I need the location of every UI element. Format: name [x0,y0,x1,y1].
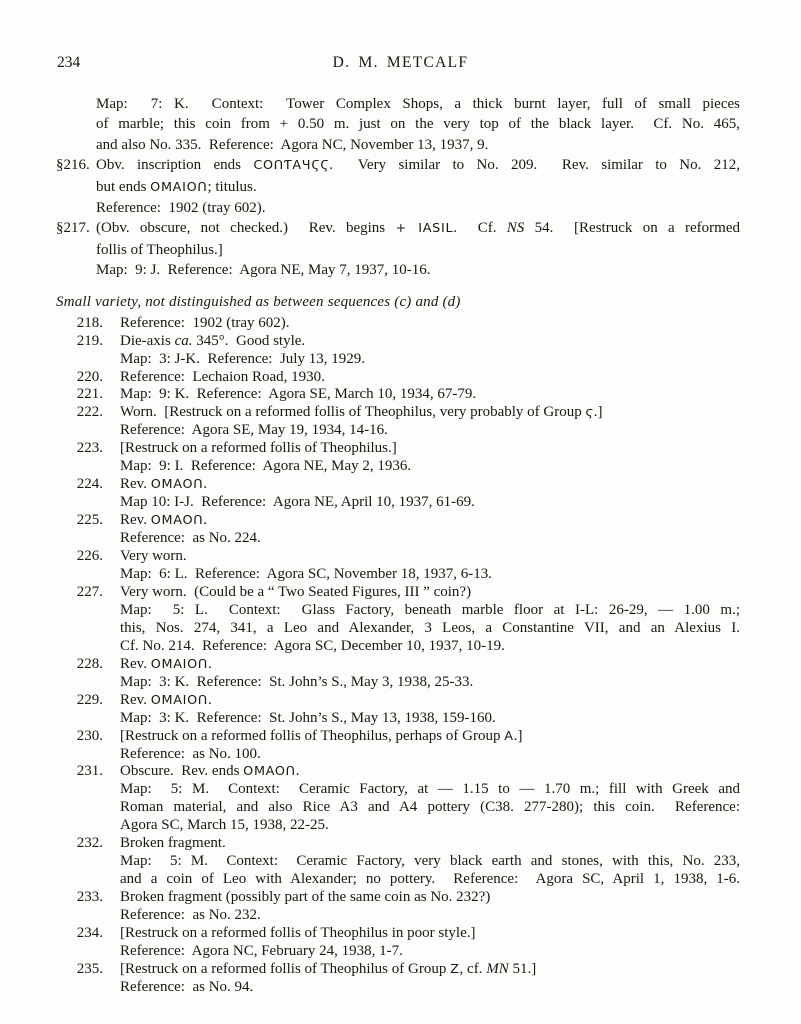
entry-line: Reference: as No. 232. [120,907,261,924]
entry-line: Map: 9: I. Reference: Agora NE, May 2, 1936. [120,458,412,475]
entry [56,889,740,925]
entry [56,333,740,369]
entry [56,763,740,835]
entry-line: and also No. 335. Reference: Agora NC, November 13, 1937, 9. [96,136,489,153]
coin-inscription: ϛ [585,405,594,421]
entry-body [120,656,740,692]
coin-inscription: OMAOՈ [150,477,204,493]
entry-number: 222. [76,404,103,421]
entry-number: §217. [56,220,90,237]
entry-body [120,548,740,584]
subsection-heading: Small variety, not distinguished as between sequences (c) and (d) [56,293,461,310]
entry-number: 219. [76,332,103,349]
entry [56,155,740,218]
entry [56,404,740,440]
entry-body [120,728,740,764]
entry-number: 230. [76,727,103,744]
entry-body [120,404,740,440]
entry-body [120,835,740,889]
entry-line: Reference: 1902 (tray 602). [96,200,266,217]
entry [56,440,740,476]
entry-number: 225. [76,512,103,529]
entry [56,218,740,280]
entry-number: 227. [76,583,103,600]
entry-number: 229. [76,691,103,708]
entry-number: 218. [76,314,103,331]
entry [56,386,740,404]
entry-line: Very worn. [120,548,187,565]
running-head: D. M. METCALF [332,54,469,71]
coin-inscription: OMAIOՈ [150,179,208,195]
entry-body [120,692,740,728]
entry-number: 221. [76,386,103,403]
entry-body [120,961,740,997]
entry-line: Cf. No. 214. Reference: Agora SC, December 10, 1937, 10-19. [120,637,505,654]
entry-line: (Obv. obscure, not checked.) Rev. begins + IASIL. Cf. NS 54. [Restruck on a reformed [96,220,740,237]
entry-line: Map: 3: J-K. Reference: July 13, 1929. [120,350,365,367]
entry-line: Broken fragment. [120,835,226,852]
entry [56,961,740,997]
entry [56,692,740,728]
entry [56,512,740,548]
entry-line: Map: 9: J. Reference: Agora NE, May 7, 1937, 10-16. [96,262,431,279]
entry-number: 234. [76,925,103,942]
entry-line: this, Nos. 274, 341, a Leo and Alexander, 3 Leos, a Constantine VII, and an Alexius I. [120,619,740,636]
entry [56,925,740,961]
entry-line: Reference: as No. 224. [120,530,261,547]
entry-line: Reference: Agora NC, February 24, 1938, 1-7. [120,943,403,960]
entry-line: Map: 5: M. Context: Ceramic Factory, at — 1.15 to — 1.70 m.; fill with Greek and [120,781,740,798]
entry [56,835,740,889]
entry-number: §216. [56,157,90,174]
entry-number: 223. [76,440,103,457]
entry-line: [Restruck on a reformed follis of Theophilus of Group Z, cf. MN 51.] [120,960,537,977]
entry-line: Broken fragment (possibly part of the same coin as No. 232?) [120,889,491,906]
entry-line: but ends OMAIOՈ; titulus. [96,178,257,195]
entry-line: Rev. OMAOՈ. [120,512,208,529]
entry-line: Agora SC, March 15, 1938, 22-25. [120,817,329,834]
entry-line: Rev. OMAOՈ. [120,476,208,493]
coin-inscription: OMAIOՈ [150,656,208,672]
entry-body [120,584,740,656]
coin-inscription: A [504,728,514,744]
entry-line: Rev. OMAIOՈ. [120,691,212,708]
entry-number: 226. [76,548,103,565]
entry-body [120,440,740,476]
entry [56,584,740,656]
entry-body [120,315,740,333]
entry-body [120,333,740,369]
entry-line: Worn. [Restruck on a reformed follis of Theophilus, very probably of Group ϛ.] [120,404,603,421]
coin-inscription: Z [450,961,460,977]
entry-line: Map 10: I-J. Reference: Agora NE, April 10, 1937, 61-69. [120,494,475,511]
entry-line: Reference: Agora SE, May 19, 1934, 14-16. [120,422,388,439]
entry-line: Reference: Lechaion Road, 1930. [120,368,325,385]
entry-line: and a coin of Leo with Alexander; no pottery. Reference: Agora SC, April 1, 1938, 1-6. [120,871,740,888]
entry-line: [Restruck on a reformed follis of Theophilus, perhaps of Group A.] [120,727,523,744]
coin-inscription: COՈƬAЧϚϚ [253,158,330,174]
page-body [56,94,740,997]
entry [56,656,740,692]
entry-body [120,369,740,387]
entry-line: Reference: as No. 94. [120,978,254,995]
entry-number: 235. [76,960,103,977]
entry-number: 228. [76,655,103,672]
entry-line: Obscure. Rev. ends OMAOՈ. [120,763,300,780]
entry [56,315,740,333]
entry-body [120,476,740,512]
entry [56,728,740,764]
coin-inscription: + IASIL [395,221,454,237]
entry [56,369,740,387]
entry-number: 233. [76,889,103,906]
entry-number: 231. [76,763,103,780]
entry-body [96,94,740,155]
entry-line: Reference: 1902 (tray 602). [120,314,290,331]
coin-inscription: OMAIOՈ [150,692,208,708]
entry-line: Map: 6: L. Reference: Agora SC, November 18, 1937, 6-13. [120,566,493,582]
entry-line: Map: 3: K. Reference: St. John’s S., May 13, 1938, 159-160. [120,709,496,726]
entry-line: Roman material, and also Rice A3 and A4 pottery (C38. 277-280); this coin. Reference: [120,799,740,816]
entry-line: follis of Theophilus.] [96,241,223,258]
entry-line: of marble; this coin from + 0.50 m. just on the very top of the black layer. Cf. No. 465, [96,116,740,133]
entry-line: Map: 5: M. Context: Ceramic Factory, very black earth and stones, with this, No. 233, [120,853,740,870]
entry-line: Map: 5: L. Context: Glass Factory, beneath marble floor at I-L: 26-29, — 1.00 m.; [120,601,740,618]
entry-body [120,925,740,961]
entry-body [96,155,740,218]
entry-body [96,218,740,280]
entry-line: Rev. OMAIOՈ. [120,655,212,672]
coin-inscription: OMAOՈ [150,513,204,529]
entry-line: Die-axis ca. 345°. Good style. [120,332,306,349]
entry-number [56,94,89,155]
entry [56,548,740,584]
entry-line: [Restruck on a reformed follis of Theophilus.] [120,440,397,457]
entry-line: Very worn. (Could be a “ Two Seated Figures, III ” coin?) [120,583,472,600]
coin-inscription: OMAOՈ [243,764,296,780]
entry-line: [Restruck on a reformed follis of Theophilus in poor style.] [120,925,476,942]
entry-body [120,889,740,925]
entry-number: 224. [76,476,103,493]
entry-body [120,763,740,835]
entry-line: Map: 9: K. Reference: Agora SE, March 10, 1934, 67-79. [120,386,477,403]
entry-body [120,386,740,404]
entry [56,476,740,512]
page-number: 234 [57,54,81,71]
entry-body [120,512,740,548]
page-header [0,54,801,76]
entry-number: 232. [76,835,103,852]
entry-line: Map: 3: K. Reference: St. John’s S., May 3, 1938, 25-33. [120,673,474,690]
entry-number: 220. [76,368,103,385]
entry-line: Obv. inscription ends COՈƬAЧϚϚ. Very similar to No. 209. Rev. similar to No. 212, [96,157,740,174]
entry-line: Reference: as No. 100. [120,745,261,762]
entry-line: Map: 7: K. Context: Tower Complex Shops, a thick burnt layer, full of small pieces [96,96,740,112]
entry [56,94,740,155]
